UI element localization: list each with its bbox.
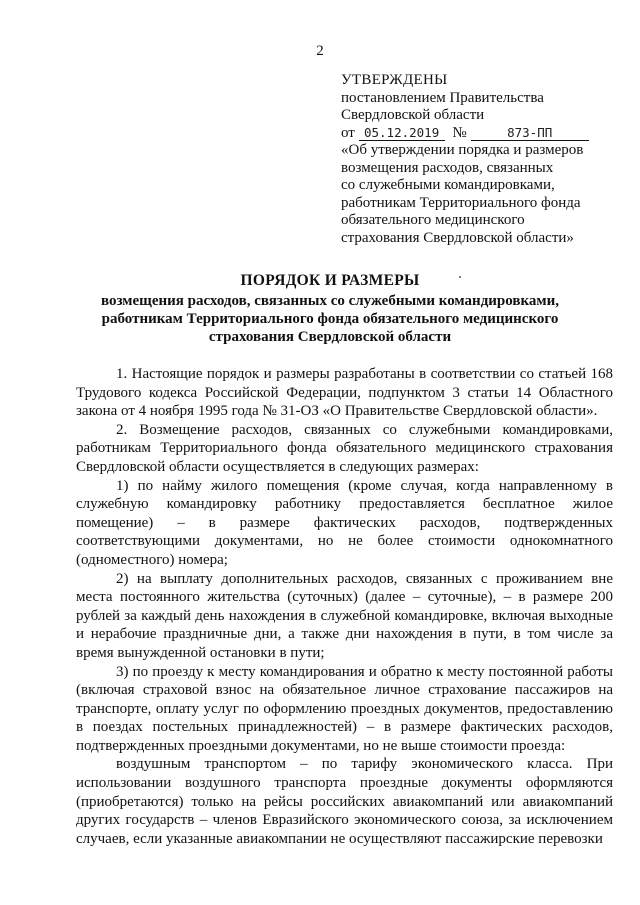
document-subtitle-line-3: страхования Свердловской области <box>208 329 452 345</box>
paragraph-2-item-2: 2) на выплату дополнительных расходов, связанных с проживанием вне места постоянного жительства (суточных) (далее – суточные), – в размере 200 рублей за каждый день нахождения в служебной командировке, включая выходные и нерабочие праздничные дни, а также дни нахождения в пути, в том числе за время вынужденной остановки в пути; <box>76 570 613 661</box>
scan-speck <box>459 276 461 278</box>
approval-title-line-2: возмещения расходов, связанных <box>341 159 554 176</box>
approval-title-line-6: страхования Свердловской области» <box>341 229 574 246</box>
document-heading <box>60 272 600 346</box>
document-subtitle-line-1: возмещения расходов, связанных со служебными командировками, <box>100 293 560 309</box>
approval-title-line-5: обязательного медицинского <box>341 212 525 228</box>
approval-date-line <box>341 125 621 143</box>
number-sign: № <box>452 124 467 141</box>
approval-stamp: УТВЕРЖДЕНЫ <box>341 72 448 88</box>
date-prefix: от <box>341 124 355 141</box>
paragraph-1: 1. Настоящие порядок и размеры разработаны в соответствии со статьей 168 Трудового кодекса Российской Федерации, подпунктом 3 статьи 14 Областного закона от 4 ноября 1995 года № 31-ОЗ «О Правительстве Свердловской области». <box>76 366 613 420</box>
approval-title-line-3: со служебными командировками, <box>341 177 555 193</box>
page-number: 2 <box>316 43 324 59</box>
approval-title-line-4: работникам Территориального фонда <box>341 194 581 211</box>
paragraph-2-item-3: 3) по проезду к месту командирования и обратно к месту постоянной работы (включая страховой взнос на обязательное личное страхование пассажиров на транспорте, оплату услуг по оформлению проездных документов, предоставлению в поездах постельных принадлежностей) – в размере фактических расходов, подтвержденных проездными документами, но не выше стоимости проезда: <box>76 663 613 754</box>
approval-line-1: постановлением Правительства <box>341 89 544 106</box>
approval-date: 05.12.2019 <box>359 126 445 141</box>
document-title: ПОРЯДОК И РАЗМЕРЫ <box>240 272 420 289</box>
paragraph-2: 2. Возмещение расходов, связанных со служебными командировками, работникам Территориального фонда обязательного медицинского страхования Свердловской области осуществляется в следующих размерах: <box>76 421 613 475</box>
paragraph-2-item-1: 1) по найму жилого помещения (кроме случая, когда направленному в служебную командировку работнику предоставляется бесплатное жилое помещение) – в размере фактических расходов, подтвержденных соответствующими документами, но не более стоимости однокомнатного (одноместного) номера; <box>76 477 613 568</box>
paragraph-air-transport: воздушным транспортом – по тарифу экономического класса. При использовании воздушного транспорта проездные документы оформляются (приобретаются) только на рейсы российских авиакомпаний или авиакомпаний других государств – членов Евразийского экономического союза, за исключением случаев, если указанные авиакомпании не осуществляют пассажирские перевозки <box>76 756 613 847</box>
approval-line-2: Свердловской области <box>341 107 485 123</box>
approval-block <box>341 72 621 247</box>
document-body <box>76 365 613 848</box>
document-subtitle-line-2: работникам Территориального фонда обязательного медицинского <box>101 311 559 327</box>
approval-number: 873-ПП <box>471 126 589 141</box>
approval-title-line-1: «Об утверждении порядка и размеров <box>341 142 584 158</box>
